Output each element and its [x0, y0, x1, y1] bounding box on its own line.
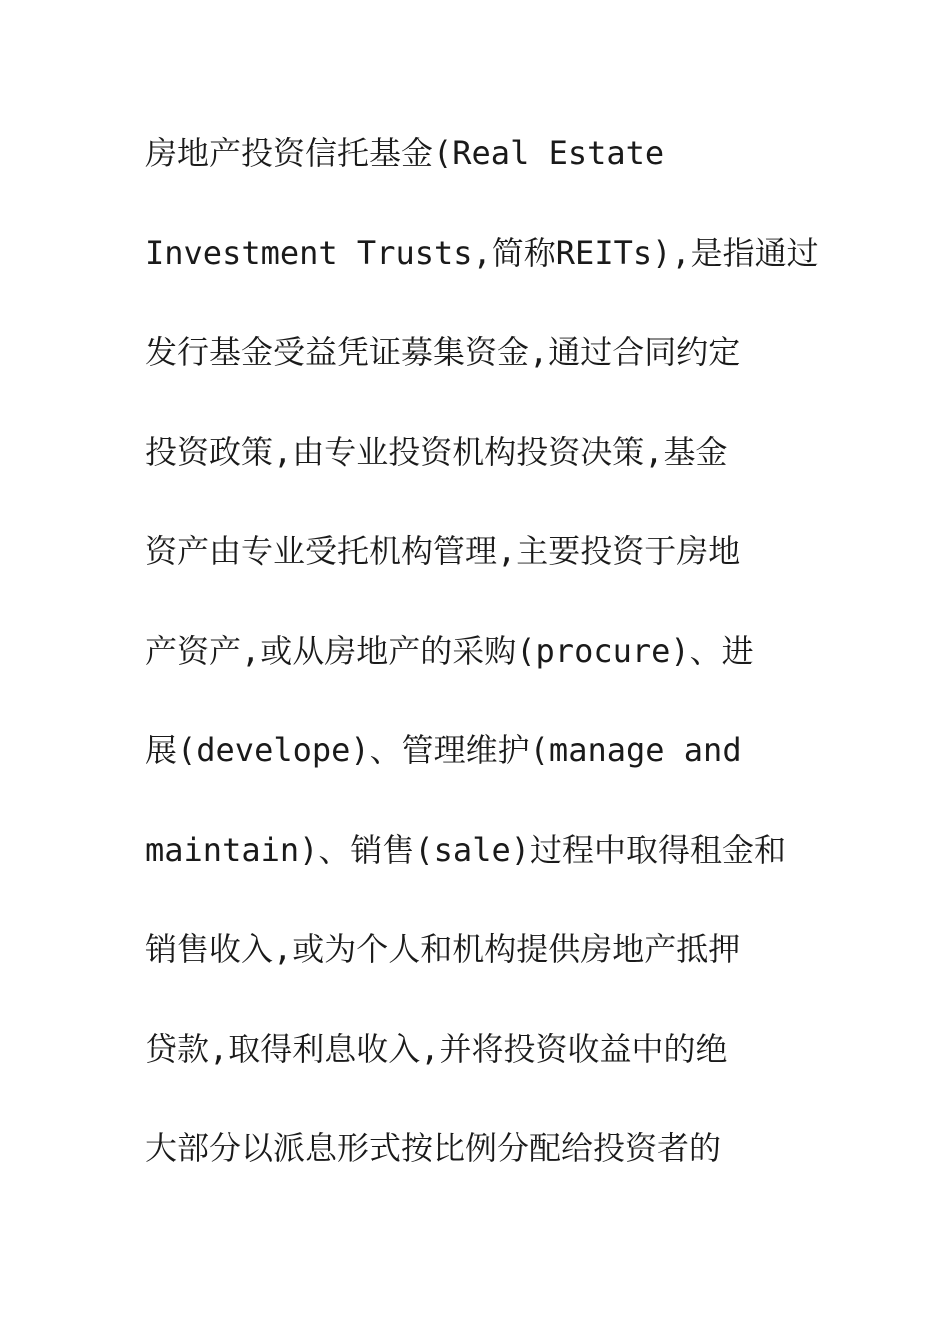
text-line: 投资政策,由专业投资机构投资决策,基金	[145, 432, 728, 471]
text-line: 发行基金受益凭证募集资金,通过合同约定	[145, 333, 741, 371]
text-line: 贷款,取得利息收入,并将投资收益中的绝	[145, 1029, 728, 1068]
text-line: 资产由专业受托机构管理,主要投资于房地	[145, 532, 741, 570]
text-line: Investment Trusts,简称REITs),是指通过	[145, 233, 819, 272]
text-line: 产资产,或从房地产的采购(procure)、进	[145, 631, 754, 670]
text-line: maintain)、销售(sale)过程中取得租金和	[145, 830, 786, 869]
text-line: 展(develope)、管理维护(manage and	[145, 731, 742, 769]
paragraph	[145, 125, 825, 1220]
text-line: 房地产投资信托基金(Real Estate	[145, 134, 665, 172]
text-line: 销售收入,或为个人和机构提供房地产抵押	[145, 930, 741, 968]
text-line: 大部分以派息形式按比例分配给投资者的	[145, 1129, 722, 1167]
